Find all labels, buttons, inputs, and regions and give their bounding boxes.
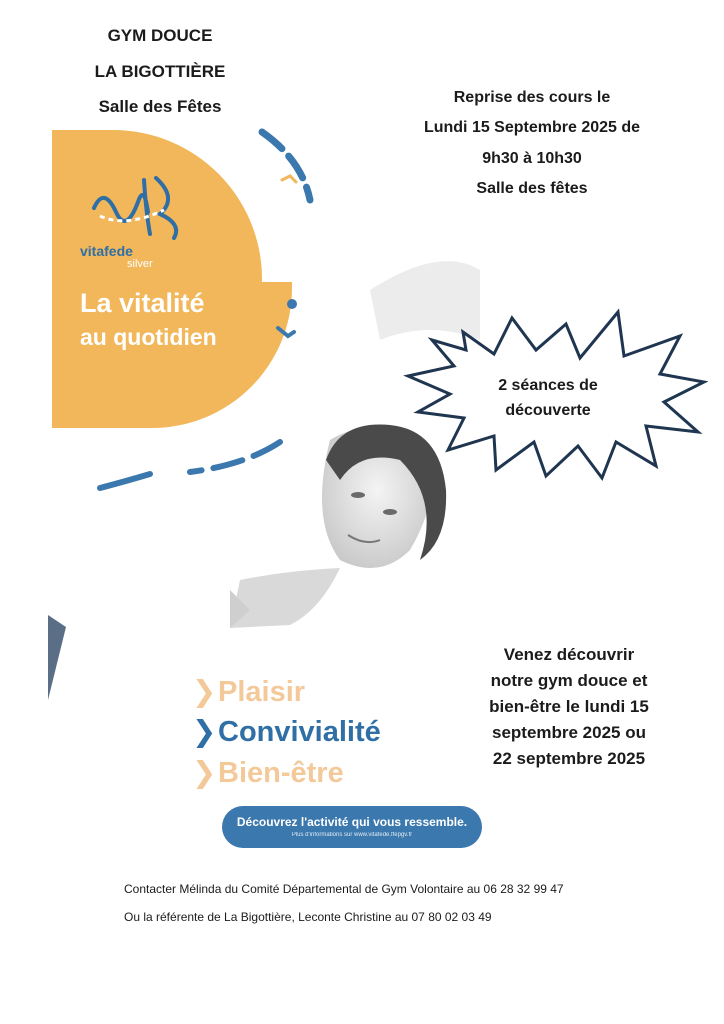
vitafede-logo-icon (86, 168, 190, 248)
event-location: LA BIGOTTIÈRE (94, 62, 226, 81)
cta-sub-text: Plus d'informations sur www.vitafede.ffepgv.fr (291, 832, 413, 838)
invite-text (454, 642, 684, 772)
logo-name: vitafede (80, 243, 133, 259)
info-line-4: Salle des fêtes (476, 180, 588, 197)
logo-sub: silver (127, 258, 153, 270)
value-label: Plaisir (218, 676, 306, 708)
invite-line-1: Venez découvrir (503, 645, 635, 664)
invite-line-3: bien-être le lundi 15 (489, 697, 649, 716)
event-title: GYM DOUCE (107, 26, 213, 45)
tagline-line-1: La vitalité (80, 288, 205, 318)
value-convivialite (192, 714, 381, 749)
tagline (80, 286, 217, 354)
cta-main-text: Découvrez l'activité qui vous ressemble. (236, 815, 468, 829)
invite-line-2: notre gym douce et (490, 671, 648, 690)
info-line-1: Reprise des cours le (453, 89, 611, 106)
value-label: Convivialité (218, 716, 381, 748)
cta-banner (222, 806, 482, 848)
chevron-right-icon: ❯ (192, 716, 217, 748)
chevron-right-icon: ❯ (192, 757, 217, 789)
decorative-triangle (48, 615, 68, 705)
invite-line-4: septembre 2025 ou (491, 723, 646, 742)
invite-line-5: 22 septembre 2025 (492, 749, 646, 768)
event-venue: Salle des Fêtes (98, 97, 222, 116)
info-line-2: Lundi 15 Septembre 2025 de (423, 119, 641, 136)
info-line-3: 9h30 à 10h30 (482, 150, 582, 167)
tagline-line-2: au quotidien (80, 324, 217, 350)
starburst-line-1: 2 séances de (498, 377, 598, 394)
chevron-right-icon: ❯ (192, 676, 217, 708)
starburst-line-2: découverte (505, 402, 591, 419)
starburst-label (468, 373, 628, 423)
contact-line-2: Ou la référente de La Bigottière, Leconte Christine au 07 80 02 03 49 (124, 910, 492, 924)
value-label: Bien-être (218, 757, 344, 789)
value-bien-etre (192, 755, 344, 790)
contact-line-1: Contacter Mélinda du Comité Départemental de Gym Volontaire au 06 28 32 99 47 (124, 882, 564, 896)
value-plaisir (192, 674, 305, 709)
